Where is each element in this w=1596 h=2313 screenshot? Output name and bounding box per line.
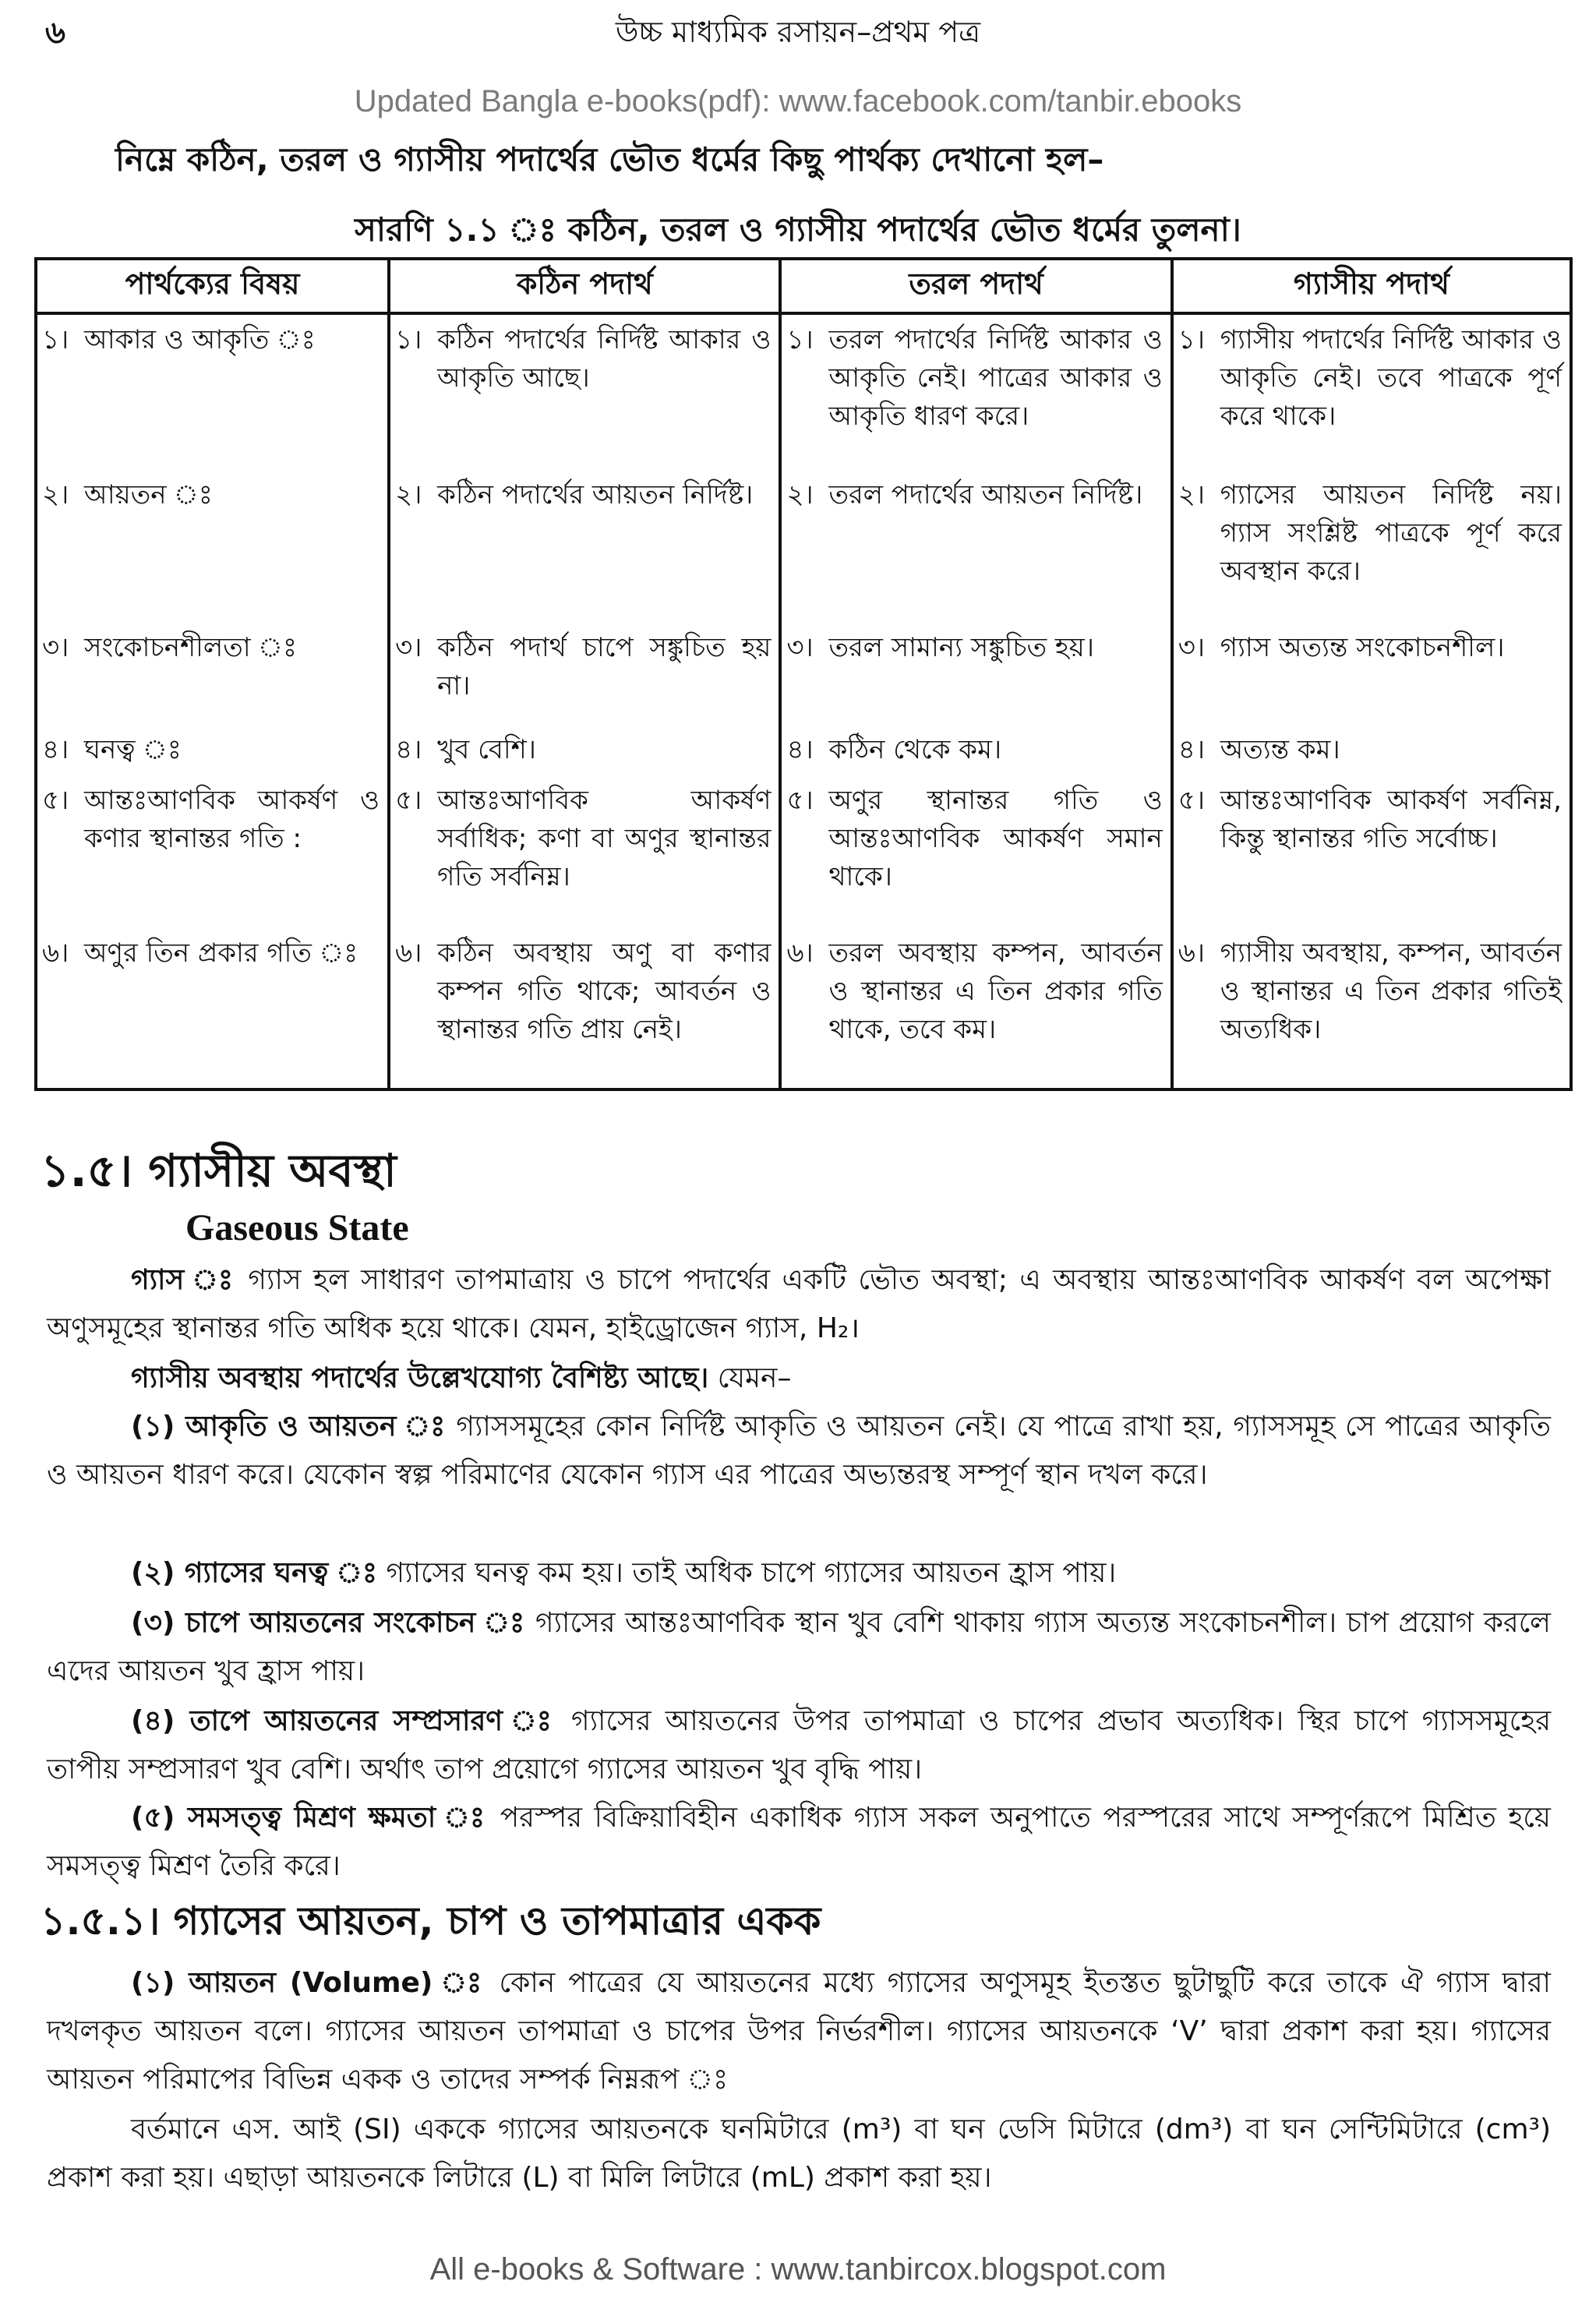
paragraph-features-intro	[47, 1354, 1551, 1403]
cell-number: ৩।	[42, 632, 69, 664]
cell-number: ৬।	[786, 938, 814, 969]
cell-number: ২।	[1178, 479, 1206, 511]
cell-number: ৫।	[1178, 785, 1206, 817]
comparison-table	[34, 257, 1573, 1091]
section-heading: ১.৫। গ্যাসীয় অবস্থা	[41, 1144, 397, 1197]
table-row	[36, 934, 1571, 1089]
cell-text: অত্যন্ত কম।	[1220, 733, 1340, 765]
cell-number: ২।	[395, 479, 422, 511]
cell-number: ২।	[786, 479, 814, 511]
cell-number: ৪।	[42, 733, 69, 765]
cell-number: ৫।	[395, 785, 422, 817]
table-cell-solid	[389, 782, 780, 934]
paragraph-text: বর্তমানে এস. আই (SI) এককে গ্যাসের আয়তনকে ঘনমিটারে (m³) বা ঘন ডেসি মিটারে (dm³) বা ঘন সেন্টিমিটারে (cm³) প্রকাশ করা হয়। এছাড়া আয়তনকে লিটারে (L) বা মিলি লিটারে (mL) প্রকাশ করা হয়।	[47, 2113, 1551, 2194]
cell-number: ৬।	[1178, 938, 1206, 969]
term-label: (৩) চাপে আয়তনের সংকোচন ঃ	[131, 1607, 526, 1639]
running-title: উচ্চ মাধ্যমিক রসায়ন–প্রথম পত্র	[615, 15, 981, 49]
cell-number: ৬।	[42, 938, 69, 969]
table-cell-liquid	[780, 313, 1171, 476]
term-label: গ্যাস ঃ	[131, 1264, 237, 1296]
term-label: (১) আয়তন (Volume) ঃ	[131, 1967, 486, 1999]
cell-number: ১।	[395, 324, 422, 355]
cell-text: গ্যাসীয় পদার্থের নির্দিষ্ট আকার ও আকৃতি নেই। তবে পাত্রকে পূর্ণ করে থাকে।	[1220, 324, 1562, 432]
cell-number: ১।	[786, 324, 814, 355]
paragraph-density	[47, 1549, 1551, 1598]
table-cell-topic	[36, 313, 389, 476]
cell-text: তরল সামান্য সঙ্কুচিত হয়।	[828, 632, 1094, 664]
cell-number: ১।	[1178, 324, 1206, 355]
cell-number: ২।	[42, 479, 69, 511]
watermark: Updated Bangla e-books(pdf): www.facebook.com/tanbir.ebooks	[354, 84, 1242, 118]
paragraph-text: কোন পাত্রের যে আয়তনের মধ্যে গ্যাসের অণুসমূহ ইতস্তত ছুটাছুটি করে তাকে ঐ গ্যাস দ্বারা দখলকৃত আয়তন বলে। গ্যাসের আয়তন তাপমাত্রা ও চাপের উপর নির্ভরশীল। গ্যাসের আয়তনকে ‘V’ দ্বারা প্রকাশ করা হয়। গ্যাসের আয়তন পরিমাপের বিভিন্ন একক ও তাদের সম্পর্ক নিম্নরূপ ঃ	[47, 1967, 1551, 2096]
paragraph-text: গ্যাসের আন্তঃআণবিক স্থান খুব বেশি থাকায় গ্যাস অত্যন্ত সংকোচনশীল। চাপ প্রয়োগ করলে এদের আয়তন খুব হ্রাস পায়।	[47, 1607, 1551, 1687]
table-cell-solid	[389, 313, 780, 476]
table-cell-solid	[389, 629, 780, 731]
cell-number: ৪।	[1178, 733, 1206, 765]
header-gas: গ্যাসীয় পদার্থ	[1172, 259, 1571, 313]
cell-text: সংকোচনশীলতা ঃ	[84, 632, 297, 664]
cell-number: ৫।	[42, 785, 69, 817]
cell-text: তরল অবস্থায় কম্পন, আবর্তন ও স্থানান্তর এ তিন প্রকার গতি থাকে, তবে কম।	[828, 938, 1163, 1046]
cell-number: ৫।	[786, 785, 814, 817]
cell-text: গ্যাস অত্যন্ত সংকোচনশীল।	[1220, 632, 1505, 664]
table-row	[36, 313, 1571, 476]
cell-text: কঠিন পদার্থের আয়তন নির্দিষ্ট।	[437, 479, 754, 511]
term-label: গ্যাসীয় অবস্থায় পদার্থের উল্লেখযোগ্য বৈশিষ্ট্য আছে।	[131, 1362, 709, 1394]
paragraph-volume	[47, 1959, 1551, 2104]
table-cell-liquid	[780, 629, 1171, 731]
subsection-heading: ১.৫.১। গ্যাসের আয়তন, চাপ ও তাপমাত্রার একক	[41, 1898, 821, 1944]
term-label: (৫) সমসত্ত্ব মিশ্রণ ক্ষমতা ঃ	[131, 1802, 489, 1834]
table-cell-solid	[389, 731, 780, 782]
header-solid: কঠিন পদার্থ	[389, 259, 780, 313]
cell-text: কঠিন থেকে কম।	[828, 733, 1002, 765]
table-cell-gas	[1172, 313, 1571, 476]
paragraph-expansion	[47, 1697, 1551, 1794]
paragraph-compression	[47, 1599, 1551, 1696]
table-row	[36, 476, 1571, 629]
cell-number: ৩।	[395, 632, 422, 664]
table-cell-gas	[1172, 629, 1571, 731]
paragraph-text: গ্যাস হল সাধারণ তাপমাত্রায় ও চাপে পদার্থের একটি ভৌত অবস্থা; এ অবস্থায় আন্তঃআণবিক আকর্ষণ বল অপেক্ষা অণুসমূহের স্থানান্তর গতি অধিক হয়ে থাকে। যেমন, হাইড্রোজেন গ্যাস, H₂।	[47, 1264, 1551, 1344]
cell-number: ১।	[42, 324, 69, 355]
paragraph-text: পরস্পর বিক্রিয়াবিহীন একাধিক গ্যাস সকল অনুপাতে পরস্পরের সাথে সম্পূর্ণরূপে মিশ্রিত হয়ে সমসত্ত্ব মিশ্রণ তৈরি করে।	[47, 1802, 1551, 1882]
table-cell-liquid	[780, 782, 1171, 934]
table-cell-topic	[36, 629, 389, 731]
page-number: ৬	[45, 15, 66, 51]
paragraph-mixing	[47, 1794, 1551, 1891]
header-topic: পার্থক্যের বিষয়	[36, 259, 389, 313]
table-cell-solid	[389, 476, 780, 629]
cell-text: ঘনত্ব ঃ	[84, 733, 182, 765]
footer-text: All e-books & Software : www.tanbircox.blogspot.com	[429, 2252, 1167, 2287]
table-cell-topic	[36, 476, 389, 629]
paragraph-gas-definition	[47, 1256, 1551, 1353]
table-caption: সারণি ১.১ ঃ কঠিন, তরল ও গ্যাসীয় পদার্থের ভৌত ধর্মের তুলনা।	[355, 210, 1241, 249]
intro-text: নিম্নে কঠিন, তরল ও গ্যাসীয় পদার্থের ভৌত ধর্মের কিছু পার্থক্য দেখানো হল–	[115, 140, 1104, 178]
section-heading-english: Gaseous State	[185, 1207, 409, 1248]
cell-number: ৩।	[786, 632, 814, 664]
cell-text: তরল পদার্থের নির্দিষ্ট আকার ও আকৃতি নেই। পাত্রের আকার ও আকৃতি ধারণ করে।	[828, 324, 1163, 432]
table-row	[36, 731, 1571, 782]
table-row	[36, 629, 1571, 731]
paragraph-si-units	[47, 2106, 1551, 2202]
cell-text: আয়তন ঃ	[84, 479, 213, 511]
table-cell-gas	[1172, 476, 1571, 629]
cell-text: কঠিন পদার্থ চাপে সঙ্কুচিত হয় না।	[437, 632, 772, 702]
table-cell-liquid	[780, 731, 1171, 782]
cell-text: অণুর তিন প্রকার গতি ঃ	[84, 938, 358, 969]
table-cell-topic	[36, 782, 389, 934]
table-cell-solid	[389, 934, 780, 1089]
cell-text: গ্যাসের আয়তন নির্দিষ্ট নয়। গ্যাস সংশ্লিষ্ট পাত্রকে পূর্ণ করে অবস্থান করে।	[1220, 479, 1562, 588]
cell-text: গ্যাসীয় অবস্থায়, কম্পন, আবর্তন ও স্থানান্তর এ তিন প্রকার গতিই অত্যধিক।	[1220, 938, 1562, 1046]
term-label: (১) আকৃতি ও আয়তন ঃ	[131, 1411, 447, 1443]
paragraph-text: যেমন–	[708, 1362, 792, 1394]
table-cell-gas	[1172, 782, 1571, 934]
cell-text: কঠিন পদার্থের নির্দিষ্ট আকার ও আকৃতি আছে।	[437, 324, 772, 394]
cell-text: তরল পদার্থের আয়তন নির্দিষ্ট।	[828, 479, 1143, 511]
cell-text: আন্তঃআণবিক আকর্ষণ সর্বনিম্ন, কিন্তু স্থানান্তর গতি সর্বোচ্চ।	[1220, 785, 1562, 855]
paragraph-text: গ্যাসসমূহের কোন নির্দিষ্ট আকৃতি ও আয়তন নেই। যে পাত্রে রাখা হয়, গ্যাসসমূহ সে পাত্রের আকৃতি ও আয়তন ধারণ করে। যেকোন স্বল্প পরিমাণের যেকোন গ্যাস এর পাত্রের অভ্যন্তরস্থ সম্পূর্ণ স্থান দখল করে।	[47, 1411, 1552, 1491]
cell-text: অণুর স্থানান্তর গতি ও আন্তঃআণবিক আকর্ষণ সমান থাকে।	[828, 785, 1163, 893]
term-label: (৪) তাপে আয়তনের সম্প্রসারণ ঃ	[131, 1705, 557, 1737]
cell-number: ৪।	[395, 733, 422, 765]
table-cell-liquid	[780, 476, 1171, 629]
cell-text: কঠিন অবস্থায় অণু বা কণার কম্পন গতি থাকে; আবর্তন ও স্থানান্তর গতি প্রায় নেই।	[437, 938, 772, 1046]
cell-text: আন্তঃআণবিক আকর্ষণ ও কণার স্থানান্তর গতি :	[84, 785, 380, 855]
table-cell-gas	[1172, 934, 1571, 1089]
cell-text: আন্তঃআণবিক আকর্ষণ সর্বাধিক; কণা বা অণুর স্থানান্তর গতি সর্বনিম্ন।	[437, 785, 772, 893]
header-liquid: তরল পদার্থ	[780, 259, 1171, 313]
paragraph-shape-volume	[47, 1403, 1551, 1499]
cell-number: ৪।	[786, 733, 814, 765]
table-row	[36, 782, 1571, 934]
term-label: (২) গ্যাসের ঘনত্ব ঃ	[131, 1557, 378, 1589]
cell-text: আকার ও আকৃতি ঃ	[84, 324, 316, 355]
table-header-row	[36, 259, 1571, 313]
table-cell-liquid	[780, 934, 1171, 1089]
table-cell-topic	[36, 731, 389, 782]
paragraph-text: গ্যাসের আয়তনের উপর তাপমাত্রা ও চাপের প্রভাব অত্যধিক। স্থির চাপে গ্যাসসমূহের তাপীয় সম্প্রসারণ খুব বেশি। অর্থাৎ তাপ প্রয়োগে গ্যাসের আয়তন খুব বৃদ্ধি পায়।	[47, 1705, 1551, 1785]
cell-text: খুব বেশি।	[437, 733, 536, 765]
table-cell-gas	[1172, 731, 1571, 782]
cell-number: ৩।	[1178, 632, 1206, 664]
cell-number: ৬।	[395, 938, 422, 969]
paragraph-text: গ্যাসের ঘনত্ব কম হয়। তাই অধিক চাপে গ্যাসের আয়তন হ্রাস পায়।	[377, 1557, 1117, 1589]
table-cell-topic	[36, 934, 389, 1089]
